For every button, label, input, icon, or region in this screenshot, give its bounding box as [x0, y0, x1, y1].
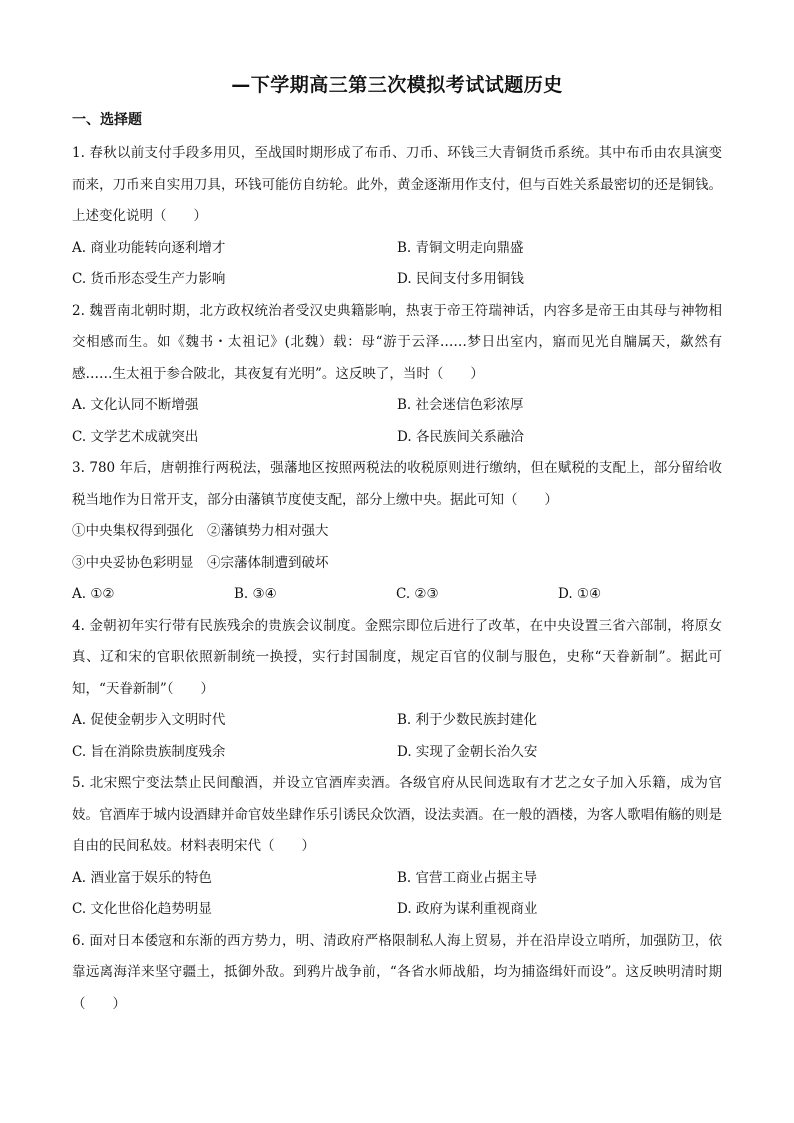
page-title: —下学期高三第三次模拟考试试题历史 — [231, 74, 563, 96]
questions-list — [72, 138, 722, 1020]
option-c[interactable]: C. 货币形态受生产力影响 — [72, 271, 226, 287]
option-b[interactable]: B. 社会迷信色彩浓厚 — [397, 397, 524, 413]
option-list — [72, 863, 722, 926]
option-d[interactable]: D. 各民族间关系融洽 — [397, 428, 524, 445]
question-stem: 1. 春秋以前支付手段多用贝，至战国时期形成了布币、刀币、环钱三大青铜货币系统。其中布币由农具演变而来，刀币来自实用刀具，环钱可能仿自纺轮。此外，黄金逐渐用作支付，但与百姓关系最密切的还是铜钱。上述变化说明（ ） — [72, 145, 722, 224]
option-b[interactable]: B. 官营工商业占据主导 — [397, 869, 538, 886]
option-a[interactable]: A. 文化认同不断增强 — [72, 397, 199, 413]
option-c[interactable]: C. ②③ — [396, 586, 439, 602]
option-c[interactable]: C. 旨在消除贵族制度残余 — [72, 743, 226, 760]
statement-line: ③中央妥协色彩明显 ④宗藩体制遭到破坏 — [72, 554, 329, 571]
question-stem: 3. 780 年后，唐朝推行两税法，强藩地区按照两税法的收税原则进行缴纳，但在赋税的支配上，部分留给收税当地作为日常开支，部分由藩镇节度使支配，部分上缴中央。据此可知（ ） — [72, 460, 722, 508]
question-5 — [72, 768, 722, 926]
question-4 — [72, 611, 722, 769]
question-1 — [72, 138, 722, 296]
question-stem: 6. 面对日本倭寇和东渐的西方势力，明、清政府严格限制私人海上贸易，并在沿岸设立哨所，加强防卫，依靠远离海洋来坚守疆土，抵御外敌。到鸦片战争前，“各省水师战船，均为捕盗缉奸而设”。这反映明清时期（ ） — [72, 932, 722, 1012]
statement-line: ①中央集权得到强化 ②藩镇势力相对强大 — [72, 523, 329, 539]
option-c[interactable]: C. 文化世俗化趋势明显 — [72, 901, 212, 917]
option-d[interactable]: D. 民间支付多用铜钱 — [397, 271, 524, 287]
option-a[interactable]: A. 促使金朝步入文明时代 — [72, 712, 226, 728]
option-d[interactable]: D. 政府为谋利重视商业 — [397, 901, 538, 917]
option-b[interactable]: B. ③④ — [234, 586, 277, 602]
question-2 — [72, 296, 722, 454]
option-list — [72, 579, 722, 611]
option-b[interactable]: B. 利于少数民族封建化 — [397, 712, 538, 728]
option-b[interactable]: B. 青铜文明走向鼎盛 — [397, 239, 524, 256]
option-a[interactable]: A. 酒业富于娱乐的特色 — [72, 869, 212, 886]
question-6 — [72, 926, 722, 1021]
section-heading: 一、选择题 — [72, 112, 142, 128]
option-a[interactable]: A. 商业功能转向逐利增才 — [72, 239, 226, 256]
option-list — [72, 390, 722, 453]
question-stem: 5. 北宋熙宁变法禁止民间酿酒，并设立官酒库卖酒。各级官府从民间选取有才艺之女子加入乐籍，成为官妓。官酒库于城内设酒肆并命官妓坐肆作乐引诱民众饮酒，设法卖酒。在一般的酒楼，为客人歌唱侑觞的则是自由的民间私妓。材料表明宋代（ ） — [72, 775, 722, 854]
option-c[interactable]: C. 文学艺术成就突出 — [72, 428, 199, 445]
question-stem: 2. 魏晋南北朝时期，北方政权统治者受汉史典籍影响，热衷于帝王符瑞神话，内容多是帝王由其母与神物相交相感而生。如《魏书・太祖记》(北魏）载：母“游于云泽……梦日出室内，寤而见光自牖属天，歘然有感……生太祖于参合陂北，其夜复有光明”。这反映了，当时（ ） — [72, 302, 722, 382]
option-d[interactable]: D. ①④ — [558, 586, 602, 602]
option-d[interactable]: D. 实现了金朝长治久安 — [397, 743, 538, 760]
option-list — [72, 233, 722, 296]
question-stem: 4. 金朝初年实行带有民族残余的贵族会议制度。金熙宗即位后进行了改革，在中央设置三省六部制，将原女真、辽和宋的官职依照新制统一换授，实行封国制度，规定百官的仪制与服色，史称“天眷新制”。据此可知，“天眷新制”（ ） — [72, 617, 722, 697]
option-a[interactable]: A. ①② — [72, 586, 115, 602]
option-list — [72, 705, 722, 768]
question-3 — [72, 453, 722, 611]
